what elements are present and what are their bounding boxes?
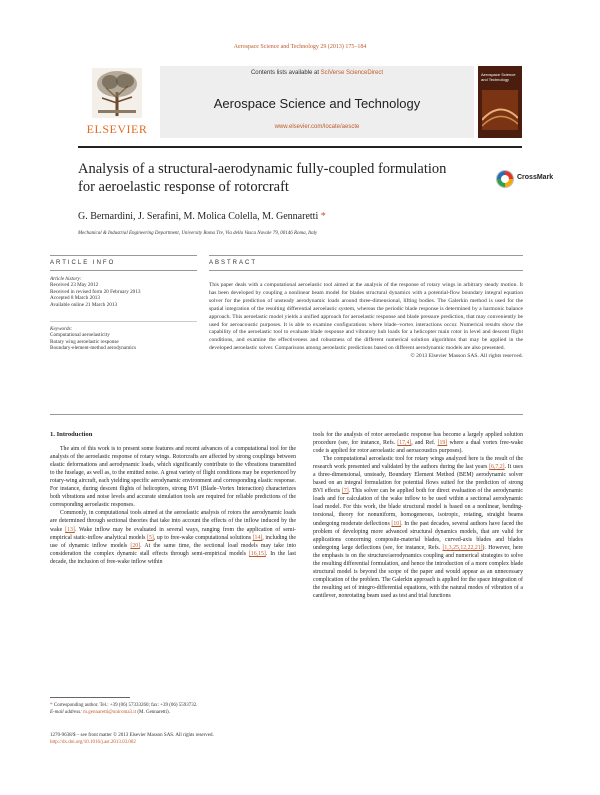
paragraph: Commonly, in computational tools aimed at the aeroelastic analysis of rotors the aerodynamic loads are determined through sectional theories that take into account the effects of the inflow induced by the wake [13]. Wake inflow may be evaluated in several ways, ranging from the application of semi-empirical static-inflow analytical models [5], up to free-wake computational solutions [14], including the use of dynamic inflow models [20]. At the same time, the sectional load models may take into consideration the complex dynamic stall effects through semi-empirical models [16,15]. In the last decade, the inclusion of free-wake inflow within xyxy=(50,510,296,565)
email-note: E-mail address: m.gennaretti@uniroma3.it (M. Gennaretti). xyxy=(50,710,170,715)
crossmark-label: CrossMark xyxy=(517,174,554,181)
corresponding-note: * Corresponding author. Tel.: +39 (06) 57333260; fax: +39 (06) 5593732. xyxy=(50,703,198,708)
footnote-rule xyxy=(50,697,130,698)
citation-link[interactable]: [16,15] xyxy=(248,550,266,557)
citation-link[interactable]: [10] xyxy=(391,520,402,527)
citation-link[interactable]: [17,4] xyxy=(397,440,412,447)
elsevier-logo xyxy=(78,66,156,138)
keywords xyxy=(50,326,200,352)
info-rule-mid xyxy=(50,270,197,271)
abstract-text: This paper deals with a computational aeroelastic tool aimed at the analysis of the response of rotary wings in arbitrary steady motion. It has been developed by coupling a nonlinear beam model for blades structural dynamics with a potential-flow boundary integral equation solver for the prediction of unsteady aerodynamic loads around three-dimensional, lifting bodies. The Galerkin method is used for the spatial integration of the resulting differential aeroelastic system, whereas the periodic blade response is determined by a harmonic balance approach. This aeroelastic model yields a unified approach for aeroelastic response and blade pressure prediction, that may conveniently be used for aeroacoustic purposes. It is able to examine configurations where blade–vortex interactions occur. Numerical results show the capability of the aeroelastic tool to evaluate blade response and vibratory hub loads for a helicopter main rotor in level and descent flight conditions, and examine the effectiveness and robustness of the different numerical solution algorithms that may be applied in the developed aeroelastic solver. Comparisons among aeroelastic predictions based on different aerodynamic models are also presented. xyxy=(209,282,523,352)
crossmark-icon xyxy=(496,170,514,188)
author-list xyxy=(78,211,326,222)
right-column xyxy=(313,431,523,600)
history-item: Available online 21 March 2013 xyxy=(50,301,118,308)
info-divider xyxy=(50,321,197,322)
keyword-item: Boundary-element-method aerodynamics xyxy=(50,345,136,352)
keyword-item: Rotary wing aeroelastic response xyxy=(50,338,119,345)
article-title: Analysis of a structural-aerodynamic fully-coupled formulation for aeroelastic response of rotorcraft xyxy=(78,161,447,195)
article-info-heading: ARTICLE INFO xyxy=(50,260,116,266)
issn-line: 1270-9638/$ – see front matter © 2013 Elsevier Masson SAS. All rights reserved. xyxy=(50,733,214,738)
cover-art-icon xyxy=(482,90,518,130)
running-header-text: Aerospace Science and Technology 29 (2013) 175–184 xyxy=(233,44,367,50)
contents-line xyxy=(160,70,474,76)
paragraph: The aim of this work is to present some features and recent advances of a computational tool for the analysis of the aeroelastic response of rotary wings. Rotorcrafts are affected by strong couplings between elastic deformations and aerodynamic loads, which significantly contribute to the vibrations transmitted to the fuselage, as well as, to the emitted noise. A great variety of flight conditions may be experienced by rotary-wing aircraft, each yielding specific aerodynamic environment and corresponding elastic response. For instance, during descent flights of helicopters, strong BVI (Blade–Vortex Interaction) characterizes both vibrations and noise levels and accurate simulation tools are required for reliable predictions of the corresponding aeroelastic responses. xyxy=(50,446,296,509)
keywords-label: Keywords: xyxy=(50,326,73,332)
citation-link[interactable]: [5] xyxy=(147,534,154,541)
corresponding-author-mark[interactable]: * xyxy=(320,211,326,222)
left-column xyxy=(50,431,296,566)
contents-prefix: Contents lists available at xyxy=(250,70,321,76)
citation-link[interactable]: [19] xyxy=(437,440,448,447)
abstract-copyright: © 2013 Elsevier Masson SAS. All rights reserved. xyxy=(410,353,523,360)
citation-link[interactable]: [13] xyxy=(65,526,75,533)
running-header xyxy=(0,44,600,50)
history-label: Article history: xyxy=(50,276,82,282)
front-matter xyxy=(50,732,350,746)
abstract-body xyxy=(209,282,523,361)
abstract-rule-bottom xyxy=(50,414,523,415)
citation-link[interactable]: [20] xyxy=(130,542,141,549)
authors-text: G. Bernardini, J. Serafini, M. Molica Colella, M. Gennaretti xyxy=(78,211,319,222)
section-heading: 1. Introduction xyxy=(50,431,93,438)
citation-link[interactable]: [1,3,25,12,22,21] xyxy=(442,544,483,551)
journal-name: Aerospace Science and Technology xyxy=(213,96,421,111)
journal-homepage xyxy=(160,124,474,130)
history-item: Accepted 8 March 2013 xyxy=(50,295,100,302)
cover-title: Aerospace Science and Technology xyxy=(481,72,516,82)
sciencedirect-link[interactable]: SciVerse ScienceDirect xyxy=(320,70,384,76)
paragraph: The computational aeroelastic tool for rotary wings analyzed here is the result of the research work presented and validated by the authors during the last years [6,7,2]. It uses a three-dimensional, unsteady, Boundary Element Method (BEM) aerodynamic solver based on an integral formulation for potential flows suited for the prediction of strong BVI effects [7]. This solver can be applied both for direct evaluation of the aerodynamic loads and for calculation of the wake inflow to be used within a sectional aerodynamic load model. For this work, the blade structural model is based on a nonlinear, bending-torsional, theory for nonuniform, homogeneous, isotropic, rotating, straight beams undergoing moderate deflections [10]. In the past decades, several authors have faced the problem of developing more advanced structural dynamics models, that are valid for applications concerning composite-material blades, curved-axis blades and blades undergoing large deflections (see, for instance, Refs. [1,3,25,12,22,21]). However, here the emphasis is on the structure/aerodynamics coupling and numerical strategies to solve the resulting differential formulation, and hence the introduction of a more complex blade structural model is beyond the scope of the paper and would appear as an unnecessary complication of the problem. The Galerkin approach is applied for the space integration of the resulting set of integro-differential equations, with the natural modes of vibration of a cantilever, nonrotating beam used as test and trial functions xyxy=(313,456,523,599)
affiliation: Mechanical & Industrial Engineering Department, University Roma Tre, Via della Vasca Navale 79, 00146 Roma, Italy xyxy=(78,231,318,236)
abstract-rule-mid xyxy=(209,270,523,271)
crossmark-badge[interactable] xyxy=(496,168,566,192)
info-rule-top xyxy=(50,255,197,256)
history-item: Received 23 May 2012 xyxy=(50,282,99,289)
keyword-item: Computational aeroelasticity xyxy=(50,332,110,339)
paragraph: tools for the analysis of rotor aeroelastic response has become a largely applied solution procedure (see, for instance, Refs. [17,4], and Ref. [19] where a dual vortex free-wake code is applied for rotor aeroelastic and aeroacoustics purposes). xyxy=(313,432,523,455)
history-item: Received in revised form 20 February 2013 xyxy=(50,288,141,295)
masthead-box xyxy=(160,66,474,138)
abstract-rule-top xyxy=(209,255,523,256)
doi-link[interactable]: http://dx.doi.org/10.1016/j.ast.2013.03.002 xyxy=(50,740,136,745)
email-link[interactable]: m.gennaretti@uniroma3.it xyxy=(83,710,137,715)
homepage-link[interactable]: www.elsevier.com/locate/aescte xyxy=(274,124,360,130)
citation-link[interactable]: [14] xyxy=(252,534,263,541)
abstract-heading: ABSTRACT xyxy=(209,260,258,266)
header-rule xyxy=(78,146,522,148)
elsevier-tree-icon xyxy=(92,68,142,118)
article-history xyxy=(50,276,200,308)
footnote xyxy=(50,702,300,716)
footnote-marker: * xyxy=(50,703,53,708)
citation-link[interactable]: [7] xyxy=(341,488,349,495)
journal-cover xyxy=(478,66,522,138)
citation-link[interactable]: [6,7,2] xyxy=(489,464,505,471)
publisher-wordmark: ELSEVIER xyxy=(86,122,148,136)
